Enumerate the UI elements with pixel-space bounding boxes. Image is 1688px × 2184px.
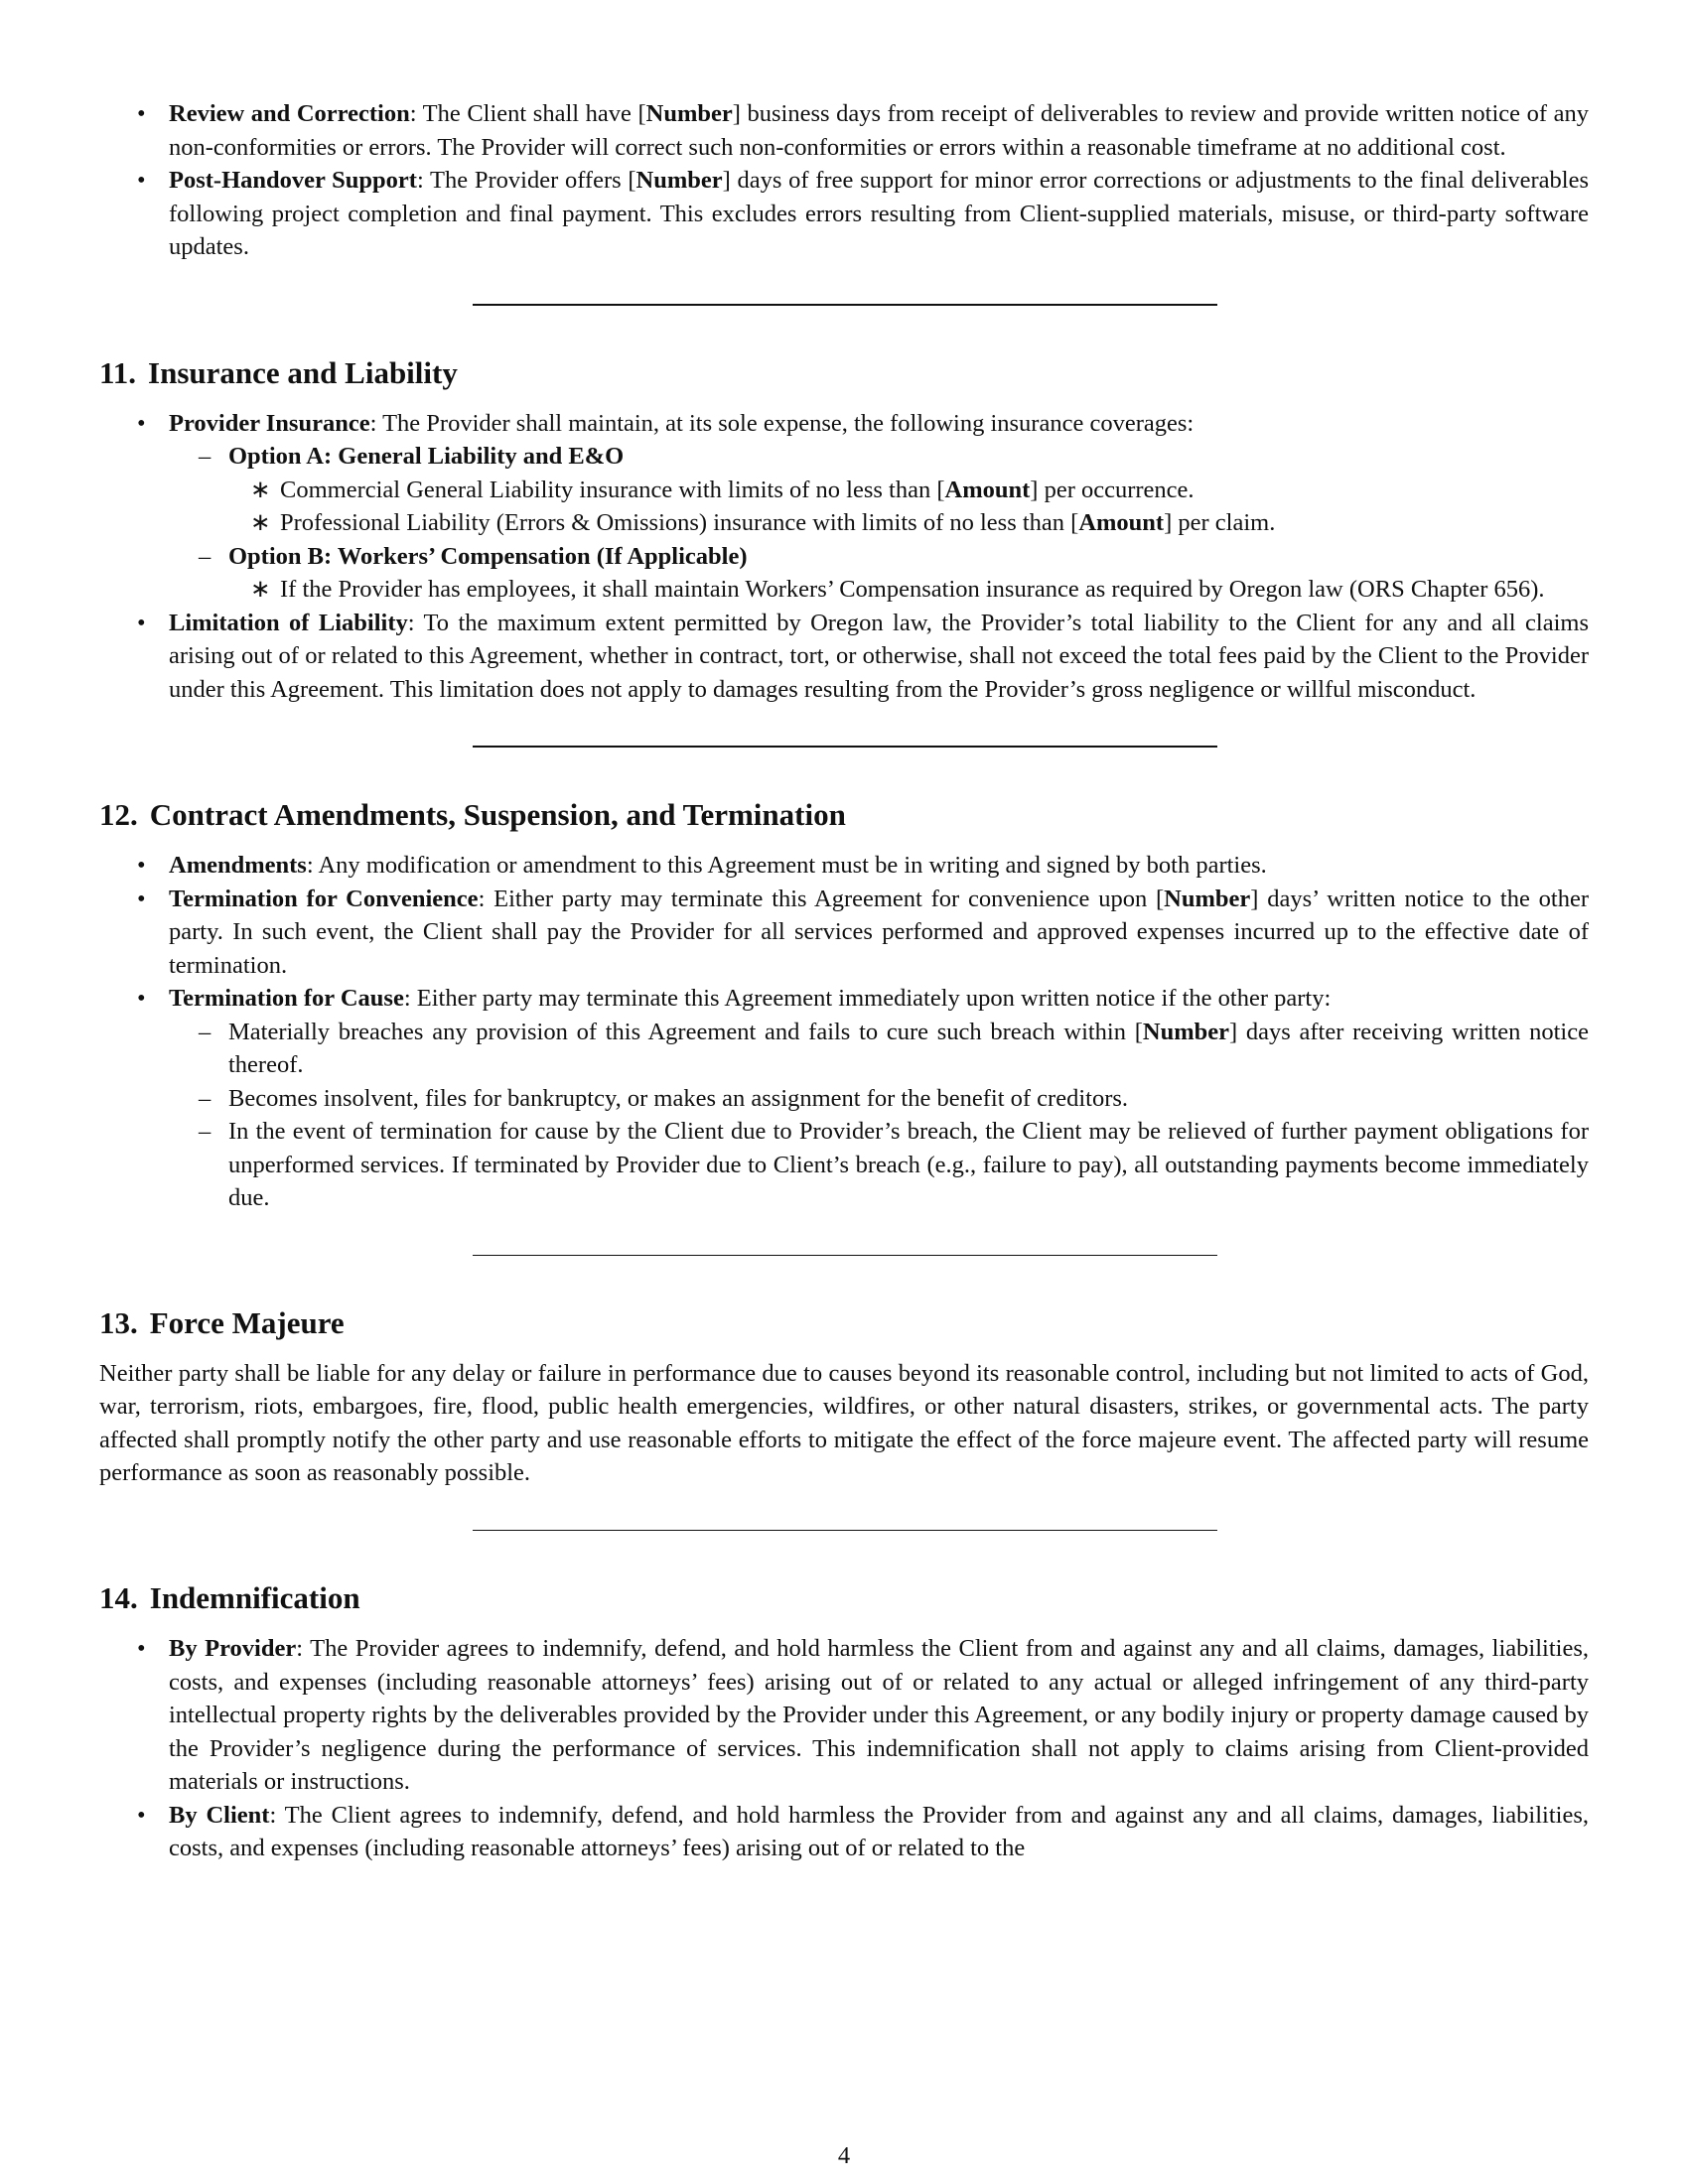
list-item xyxy=(228,506,1589,540)
section-number: 11. xyxy=(99,354,137,390)
list-item xyxy=(169,540,1589,607)
section-divider xyxy=(473,746,1217,748)
bullet-text: Commercial General Liability insurance with limits of no less than [ xyxy=(280,476,945,503)
bullet-term: Post-Handover Support xyxy=(169,167,417,194)
list-item: – In the event of termination for cause by the Client due to Provider’s breach, the Client may be relieved of further payment obligations for unperformed services. If terminated by Provider due to Client’s breach (e.g., failure to pay), all outstanding payments become immediately due. xyxy=(169,1115,1589,1215)
separator: : xyxy=(369,409,383,437)
placeholder-amount: Amount xyxy=(1078,509,1165,536)
bullet-text: ] days after receiving written notice thereof. xyxy=(228,1018,1589,1078)
cause-list xyxy=(169,1016,1589,1215)
option-list xyxy=(169,440,1589,607)
bullet-text: ] days of free support for minor error corrections or adjustments to the final deliverables following project completion and final payment. This excludes errors resulting from Client-supplied materials, misuse, or third-party software updates. xyxy=(169,167,1589,260)
bullet-text: To the maximum extent permitted by Oregon law, the Provider’s total liability to the Client for any and all claims arising out of or related to this Agreement, whether in contract, tort, or otherwise, shall not exceed the total fees paid by the Client to the Provider under this Agreement. This limitation does not apply to damages resulting from the Provider’s gross negligence or willful misconduct. xyxy=(169,609,1589,703)
document-page xyxy=(99,97,1589,1865)
section-title: Insurance and Liability xyxy=(148,354,458,390)
section-heading xyxy=(99,1580,1589,1616)
list-item xyxy=(169,440,1589,540)
section-title: Force Majeure xyxy=(149,1304,345,1340)
bullet-term: Provider Insurance xyxy=(169,409,370,437)
list-item xyxy=(169,1016,1589,1082)
list-item: – Becomes insolvent, files for bankruptcy, or makes an assignment for the benefit of creditors. xyxy=(169,1082,1589,1116)
separator: : xyxy=(296,1635,311,1663)
bullet-text: ] days’ written notice to the other party. In such event, the Client shall pay the Provider for all services performed and approved expenses incurred up to the effective date of termination. xyxy=(169,885,1589,979)
bullet-term: Termination for Convenience xyxy=(169,885,479,912)
section-13-paragraph: Neither party shall be liable for any delay or failure in performance due to causes beyond its reasonable control, including but not limited to acts of God, war, terrorism, riots, embargoes, fire, flood, public health emergencies, wildfires, or other natural disasters, strikes, or governmental acts. The party affected shall promptly notify the other party and use reasonable efforts to mitigate the effect of the force majeure event. The affected party will resume performance as soon as reasonably possible. xyxy=(99,1359,1589,1487)
list-item xyxy=(99,883,1589,983)
bullet-text: The Provider agrees to indemnify, defend, and hold harmless the Client from and against any and all claims, damages, liabilities, costs, and expenses (including reasonable attorneys’ fees) arising out of or related to any actual or alleged infringement of any third-party intellectual property rights by the deliverables provided by the Provider under this Agreement, or any bodily injury or property damage caused by the Provider’s negligence during the performance of services. This indemnification shall not apply to claims arising from Client-provided materials or instructions. xyxy=(169,1635,1589,1796)
bullet-text: The Provider shall maintain, at its sole expense, the following insurance coverages: xyxy=(382,409,1195,437)
bullet-term: Limitation of Liability xyxy=(169,609,408,636)
section-title: Indemnification xyxy=(149,1580,360,1616)
bullet-text: ] per claim. xyxy=(1164,509,1276,536)
section-heading xyxy=(99,355,1589,391)
bullet-term: Amendments xyxy=(169,852,307,879)
placeholder-amount: Amount xyxy=(944,476,1031,503)
separator: : xyxy=(306,852,319,879)
bullet-term: Termination for Cause xyxy=(169,985,404,1012)
bullet-text: Professional Liability (Errors & Omissions) insurance with limits of no less than [ xyxy=(280,509,1079,536)
section-number: 13. xyxy=(99,1304,138,1340)
separator: : xyxy=(409,100,423,127)
section-11-list xyxy=(99,407,1589,707)
placeholder-number: Number xyxy=(645,100,733,127)
list-item xyxy=(99,407,1589,607)
section-title: Contract Amendments, Suspension, and Termination xyxy=(149,797,846,832)
section-number: 12. xyxy=(99,797,138,832)
separator: : xyxy=(407,609,424,636)
placeholder-number: Number xyxy=(1142,1018,1229,1045)
placeholder-number: Number xyxy=(635,167,723,194)
section-12-list xyxy=(99,849,1589,1215)
section-number: 14. xyxy=(99,1580,138,1616)
option-title: Option B: Workers’ Compensation (If Applicable) xyxy=(228,542,748,570)
bullet-text: Any modification or amendment to this Agreement must be in writing and signed by both parties. xyxy=(318,852,1267,879)
bullet-text: Either party may terminate this Agreement for convenience upon [ xyxy=(493,885,1165,912)
section-heading xyxy=(99,1305,1589,1341)
section-divider xyxy=(473,304,1217,306)
list-item xyxy=(99,1632,1589,1799)
bullet-text: ] business days from receipt of deliverables to review and provide written notice of any non-conformities or errors. The Provider will correct such non-conformities or errors within a reasonable timeframe at no additional cost. xyxy=(169,100,1589,161)
coverage-list xyxy=(228,474,1589,540)
list-item: ∗ If the Provider has employees, it shall maintain Workers’ Compensation insurance as required by Oregon law (ORS Chapter 656). xyxy=(228,573,1589,607)
page-number: 4 xyxy=(837,2142,851,2169)
bullet-text: The Client agrees to indemnify, defend, and hold harmless the Provider from and against any and all claims, damages, liabilities, costs, and expenses (including reasonable attorneys’ fees) arising out of or related to the xyxy=(169,1801,1589,1862)
section-14-list xyxy=(99,1632,1589,1865)
list-item xyxy=(99,1799,1589,1865)
section-divider xyxy=(473,1255,1217,1256)
section-heading xyxy=(99,797,1589,833)
bullet-term: Review and Correction xyxy=(169,100,410,127)
bullet-term: By Provider xyxy=(169,1635,297,1663)
separator: : xyxy=(478,885,494,912)
separator: : xyxy=(403,985,417,1012)
list-item xyxy=(99,849,1589,883)
bullet-text: ] per occurrence. xyxy=(1030,476,1195,503)
list-item xyxy=(99,607,1589,707)
section-divider xyxy=(473,1530,1217,1531)
list-item xyxy=(99,164,1589,264)
bullet-term: By Client xyxy=(169,1801,270,1829)
separator: : xyxy=(269,1801,285,1829)
list-item xyxy=(99,982,1589,1215)
bullet-text: Materially breaches any provision of this Agreement and fails to cure such breach within [ xyxy=(228,1018,1143,1045)
coverage-list xyxy=(228,573,1589,607)
list-item xyxy=(228,474,1589,507)
list-item xyxy=(99,97,1589,164)
intro-bullet-list xyxy=(99,97,1589,264)
option-title: Option A: General Liability and E&O xyxy=(228,443,625,470)
separator: : xyxy=(416,167,431,194)
placeholder-number: Number xyxy=(1164,885,1251,912)
bullet-text: Either party may terminate this Agreement immediately upon written notice if the other party: xyxy=(416,985,1332,1012)
bullet-text: The Provider offers [ xyxy=(430,167,636,194)
bullet-text: The Client shall have [ xyxy=(422,100,646,127)
